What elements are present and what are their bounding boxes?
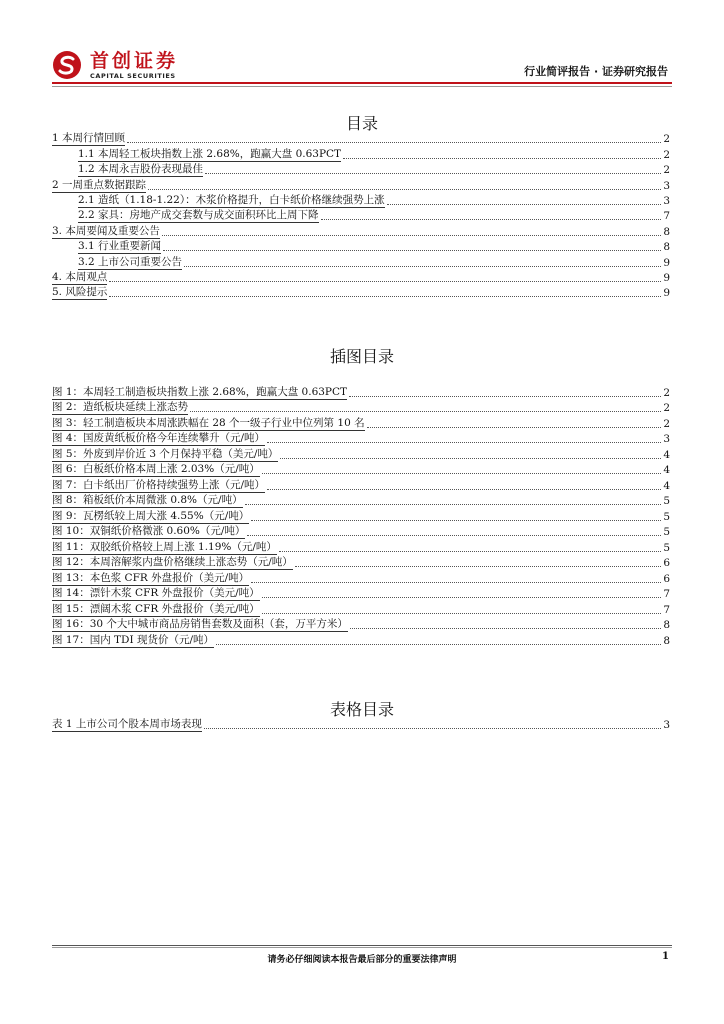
figure-entry[interactable]: 图 15：漂阔木浆 CFR 外盘报价（美元/吨） 7 [52,602,670,616]
legal-disclaimer: 请务必仔细阅读本报告最后部分的重要法律声明 [267,955,457,965]
company-logo [52,50,252,80]
logo-english-name: CAPITAL SECURITIES [90,72,176,80]
figure-entry[interactable]: 图 7：白卡纸出厂价格持续强势上涨（元/吨） 4 [52,478,670,492]
toc-entry[interactable]: 4. 本周观点 9 [52,270,670,284]
figure-entry[interactable]: 图 4：国废黄纸板价格今年连续攀升（元/吨） 3 [52,432,670,445]
figure-entry[interactable]: 图 12：本周溶解浆内盘价格继续上涨态势（元/吨） 6 [52,556,670,569]
tables-title: 表格目录 [329,700,394,719]
toc-entry[interactable]: 1.1 本周轻工板块指数上涨 2.68%，跑赢大盘 0.63PCT 2 [78,147,670,161]
figure-entry[interactable]: 图 5：外废到岸价近 3 个月保持平稳（美元/吨） 4 [52,447,670,461]
toc-entry[interactable]: 2.1 造纸（1.18-1.22）：木浆价格提升，白卡纸价格继续强势上涨 3 [78,193,670,207]
toc-entry[interactable]: 5. 风险提示 9 [52,286,670,300]
header-divider [52,82,672,84]
logo-chinese-name: 首创证券 [90,50,179,72]
tables-list [52,716,670,732]
figure-entry[interactable]: 图 11：双胶纸价格较上周上涨 1.19%（元/吨） 5 [52,540,670,554]
figure-entry[interactable]: 图 13：本色浆 CFR 外盘报价（美元/吨） 6 [52,571,670,585]
figure-entry[interactable]: 图 3：轻工制造板块本周涨跌幅在 28 个一级子行业中位列第 10 名 2 [52,416,670,430]
toc-entry[interactable]: 2 一周重点数据跟踪 3 [52,178,670,192]
figures-title: 插图目录 [329,347,394,366]
figure-entry[interactable]: 图 6：白板纸价格本周上涨 2.03%（元/吨） 4 [52,463,670,476]
figure-entry[interactable]: 图 1：本周轻工制造板块指数上涨 2.68%，跑赢大盘 0.63PCT 2 [52,385,670,399]
figure-entry[interactable]: 图 2：造纸板块延续上涨态势 2 [52,401,670,414]
toc-entry[interactable]: 3.1 行业重要新闻 8 [78,240,670,254]
page-number: 1 [662,951,669,962]
figures-list [52,384,670,648]
toc-entry[interactable]: 1 本周行情回顾 2 [52,132,670,146]
toc-list [52,131,670,300]
table-entry[interactable]: 表 1 上市公司个股本周市场表现 3 [52,717,670,731]
capital-securities-logo-icon [52,50,82,80]
toc-entry[interactable]: 2.2 家具：房地产成交套数与成交面积环比上周下降 7 [78,209,670,223]
figure-entry[interactable]: 图 17：国内 TDI 现货价（元/吨） 8 [52,633,670,647]
toc-entry[interactable]: 3. 本周要闻及重要公告 8 [52,224,670,238]
toc-entry[interactable]: 1.2 本周永吉股份表现最佳 2 [78,163,670,177]
figure-entry[interactable]: 图 16：30 个大中城市商品房销售套数及面积（套，万平方米） 8 [52,618,670,631]
footer-divider [52,945,672,946]
header-divider-thin [52,86,672,87]
report-type: 行业简评报告 · 证券研究报告 [524,65,668,78]
figure-entry[interactable]: 图 8：箱板纸价本周微涨 0.8%（元/吨） 5 [52,494,670,507]
toc-title: 目录 [345,114,378,133]
figure-entry[interactable]: 图 14：漂针木浆 CFR 外盘报价（美元/吨） 7 [52,587,670,600]
toc-entry[interactable]: 3.2 上市公司重要公告 9 [78,255,670,269]
footer-divider-thin [52,947,672,948]
figure-entry[interactable]: 图 9：瓦楞纸较上周大涨 4.55%（元/吨） 5 [52,509,670,523]
figure-entry[interactable]: 图 10：双铜纸价格微涨 0.60%（元/吨） 5 [52,525,670,538]
